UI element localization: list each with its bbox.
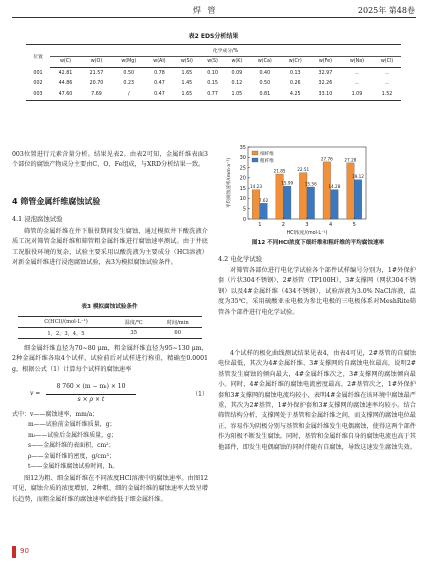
definition-line: ρ——金属纤维的密度，g/cm³； — [28, 452, 115, 460]
table-cell: 20.70 — [89, 81, 104, 87]
table-cell: 0.10 — [207, 70, 218, 76]
table-cell: 42.81 — [58, 70, 73, 76]
y-tick-label: 5 — [242, 206, 246, 213]
t2-col-header: w(Cl) — [373, 56, 401, 68]
table-cell: 0.09 — [231, 70, 243, 76]
t2-col-header: w(S) — [200, 56, 224, 68]
data-label: 15.56 — [304, 181, 317, 187]
x-tick-label: 5 — [352, 222, 356, 228]
table-cell: 7.69 — [81, 89, 112, 100]
formula-denominator: s × ρ × t — [77, 396, 105, 403]
journal-name: 焊 管 — [193, 6, 218, 15]
t2-col-header: w(Si) — [173, 56, 200, 68]
paragraph-sample-weighing: 细金属纤维直径为70~80 μm，粗金属纤维直径为95~130 μm，2种金属纤维各取4个试样，试验前后对试样进行称重，精确至0.0001 g，根据公式（1）计算每个试样的腐蚀速率 — [12, 345, 208, 373]
data-label: 7.62 — [258, 197, 269, 203]
table3-caption: 表3 模拟腐蚀试验条件 — [81, 304, 138, 310]
table-cell: 1.65 — [173, 89, 200, 100]
position-header: 位置 — [26, 45, 50, 68]
y-tick-label: 30 — [239, 155, 246, 162]
y-tick-label: 35 — [239, 144, 246, 151]
fraction-bar — [46, 394, 136, 395]
corrosion-rate-formula — [22, 383, 208, 407]
legend-swatch — [252, 151, 258, 155]
table-cell: 33.10 — [310, 89, 341, 100]
bar-coarse — [283, 186, 291, 219]
table-cell: 0.77 — [200, 89, 224, 100]
bar-fine — [323, 162, 331, 219]
page-number-block — [12, 546, 42, 558]
table-cell: 0.23 — [123, 81, 135, 87]
table2-caption: 表2 EDS分析结果 — [188, 33, 239, 40]
eds-table — [26, 44, 401, 101]
table-cell: 0.26 — [289, 81, 301, 87]
t2-col-header: w(Mg) — [112, 56, 146, 68]
table-cell: / — [112, 89, 146, 100]
y-tick-label: 15 — [239, 185, 246, 192]
table-cell: 0.12 — [231, 81, 243, 87]
table-row — [26, 89, 401, 100]
section-4-2-heading: 4.2 电化学试验 — [218, 255, 263, 263]
bar-fine — [299, 173, 307, 219]
t2-col-header: w(Cr) — [281, 56, 310, 68]
table-cell: 0.15 — [207, 81, 218, 87]
t2-col-header: w(Al) — [146, 56, 174, 68]
section-4-1-heading: 4.1 浸泡腐蚀试验 — [12, 215, 63, 223]
paragraph-polarization-results: 4个试样的极化曲线测试结果见表4，由表4可见，2#基管的自腐蚀电位最低，其次为4#金属纤维、3#支撑网的自腐蚀电位最高，说明2#基管发生腐蚀的倾向最大，4#金属纤维次之，3#支撑网的腐蚀倾向最小。同时，4#金属纤维的腐蚀电流密度最高，2#基管次之，1#外保护套和3#支撑网的腐蚀电流均较小，表明4#金属纤维在该环境中腐蚀最严重，其次为2#基管，1#外保护套和3#支撑网的腐蚀速率均较小。结合筛管结构分析，支撑网处于基管和金属纤维之间，而支撑网的腐蚀电位最正，容易作为阴极分别与基管和金属纤维发生电偶腐蚀，使得这两个部件作为阳极不断发生腐蚀。同时，基管和金属纤维自身的腐蚀电流也高于其他部件，即发生电偶腐蚀的同时伴随有自腐蚀，导致这速发生腐蚀失效。 — [218, 350, 416, 451]
t2-col-header: w(K) — [225, 56, 249, 68]
data-label: 21.85 — [273, 168, 286, 174]
y-tick-label: 10 — [239, 196, 246, 203]
y-axis-label: 平均腐蚀速率/(mm·a⁻¹) — [227, 157, 232, 209]
table-cell: 001 — [33, 70, 43, 76]
table-cell: 21.57 — [89, 70, 104, 76]
table-row — [26, 68, 401, 79]
table-cell: － — [384, 71, 390, 77]
table-cell: － — [384, 82, 390, 88]
symbol-definitions — [12, 410, 208, 472]
t2-col-header: w(O) — [81, 56, 112, 68]
t3-header-time: 时间/min — [153, 317, 202, 328]
paragraph-figure12-analysis: 图12为粗、细金属纤维在不同浓度HCl溶液中的腐蚀速率。由图12可见，腐蚀介质的浓度增加，2种粗、细的金属纤维的腐蚀速率大致呈增长趋势，而粗金属纤维的腐蚀速率始终低于细金属纤维。 — [12, 475, 208, 503]
table-cell: 0.50 — [259, 81, 271, 87]
table-cell: 003 — [26, 89, 50, 100]
page-number: 90 — [20, 547, 29, 555]
t2-col-header: w(Fe) — [310, 56, 341, 68]
data-label: 19.12 — [351, 174, 364, 180]
table-cell: 1.09 — [341, 89, 373, 100]
definition-line: s——金属纤维的表面积，cm²； — [28, 442, 115, 450]
t3-header-temp: 温度/℃ — [114, 317, 153, 328]
definition-line: 式中：v——腐蚀速率，mm/a； — [12, 411, 99, 418]
table-cell: 47.60 — [50, 89, 81, 100]
x-tick-label: 1 — [258, 222, 262, 228]
bar-fine — [252, 190, 260, 219]
table-cell: 0.81 — [249, 89, 281, 100]
t2-col-header: w(C) — [50, 56, 81, 68]
definition-line: mₜ——试验后金属纤维质量，g； — [28, 431, 118, 439]
t3-header-conc: C(HCl)/(mol·L⁻¹) — [18, 317, 114, 328]
bar-coarse — [260, 203, 268, 219]
definition-line: t——金属纤维腐蚀试验时间，h。 — [28, 463, 119, 471]
x-tick-label: 3 — [305, 222, 309, 228]
formula-numerator: 8 760 × (m − mₜ) × 10 — [56, 383, 126, 390]
y-tick-label: 0 — [242, 216, 246, 223]
formula-tag: （1） — [192, 391, 208, 398]
t2-col-header: w(Na) — [341, 56, 373, 68]
t3-cell-temp: 35 — [114, 328, 153, 339]
table-cell: 1.65 — [181, 70, 193, 76]
table-cell: 002 — [33, 81, 43, 87]
t3-cell-conc: 1，2，3，4，5 — [18, 328, 114, 339]
running-header — [0, 0, 427, 22]
table-cell: 0.47 — [154, 81, 165, 87]
table-row — [26, 79, 401, 90]
table-cell: 0.50 — [123, 70, 135, 76]
test-conditions-table — [18, 316, 202, 339]
header-rule — [12, 17, 416, 18]
table-cell: 32.26 — [318, 81, 333, 87]
y-tick-label: 20 — [239, 175, 246, 182]
issue-info: 2025年 第48卷 — [357, 6, 415, 15]
formula-lhs: v = — [30, 390, 41, 397]
data-label: 27.76 — [320, 156, 333, 162]
table-cell: 0.47 — [146, 89, 174, 100]
table-cell: 1.05 — [225, 89, 249, 100]
data-label: 14.28 — [328, 184, 341, 190]
table-cell: 0.40 — [259, 70, 271, 76]
data-label: 27.28 — [344, 157, 357, 163]
paragraph-table2-summary: 003位置进行元素含量分析。结果见表2。由表2可知，金属纤维表面3个部位的腐蚀产物成分主要由C、O、Fe组成，与XRD分析结果一致。 — [12, 151, 208, 169]
legend-swatch — [252, 158, 258, 162]
legend-label: 粗纤维 — [260, 158, 274, 164]
table-cell: 4.25 — [281, 89, 310, 100]
x-tick-label: 4 — [329, 222, 333, 228]
corrosion-rate-bar-chart — [218, 143, 418, 235]
t3-cell-time: 60 — [153, 328, 202, 339]
bar-coarse — [331, 190, 339, 219]
group-header: 化学成分/% — [50, 45, 401, 57]
t2-col-header: w(Ca) — [249, 56, 281, 68]
table-cell: 0.13 — [289, 70, 301, 76]
table-cell: － — [354, 71, 360, 77]
table-cell: 44.86 — [58, 81, 73, 87]
table-cell: － — [354, 82, 360, 88]
legend-label: 细纤维 — [260, 151, 274, 157]
x-tick-label: 2 — [281, 222, 285, 228]
data-label: 14.23 — [250, 184, 263, 190]
figure12-caption: 图12 不同HCl浓度下细纤维和粗纤维的平均腐蚀速率 — [251, 240, 385, 246]
bar-coarse — [307, 187, 315, 219]
table-cell: 32.97 — [318, 70, 333, 76]
table-cell: 1.52 — [373, 89, 401, 100]
page-number-marker — [12, 546, 16, 558]
table-cell: 1.45 — [181, 81, 193, 87]
section-4-heading: 4 筛管金属纤维腐蚀试验 — [12, 197, 101, 206]
paragraph-electrochemical-setup: 对筛管各部位进行电化学试验各个部件试样编号分别为，1#外保护套（片状304不锈钢），2#基管（TP100H），3#支撑网（网状304不锈钢）以及4#金属纤维（434不锈钢），试验溶液为3.0% NaCl溶液，温度为35℃，采用硫酸亚汞电极为参比电极的三电极体系对MeshRite筛管各个部件进行电化学试验。 — [218, 267, 416, 316]
bar-fine — [347, 163, 355, 219]
y-tick-label: 25 — [239, 165, 246, 172]
x-axis-label: HCl浓度/(mol·L⁻¹) — [286, 231, 328, 235]
paragraph-immersion-test: 筛管的金属纤维在井下服役期间发生腐蚀，通过模拟井下酸洗液介质工况对筛管金属纤维和筛管粗金属纤维进行腐蚀速率测试。由于井底工况服役环境的复杂，试验主要采用以酸洗液为主要成分（HCl溶液）对新金属纤维进行浸泡腐蚀试验，表3为模拟腐蚀试验条件。 — [12, 228, 208, 267]
data-label: 22.51 — [297, 167, 310, 173]
table-cell: 0.78 — [154, 70, 165, 76]
bar-coarse — [354, 180, 362, 219]
definition-line: m——试验前金属纤维质量，g； — [28, 421, 116, 429]
data-label: 15.99 — [281, 180, 294, 186]
